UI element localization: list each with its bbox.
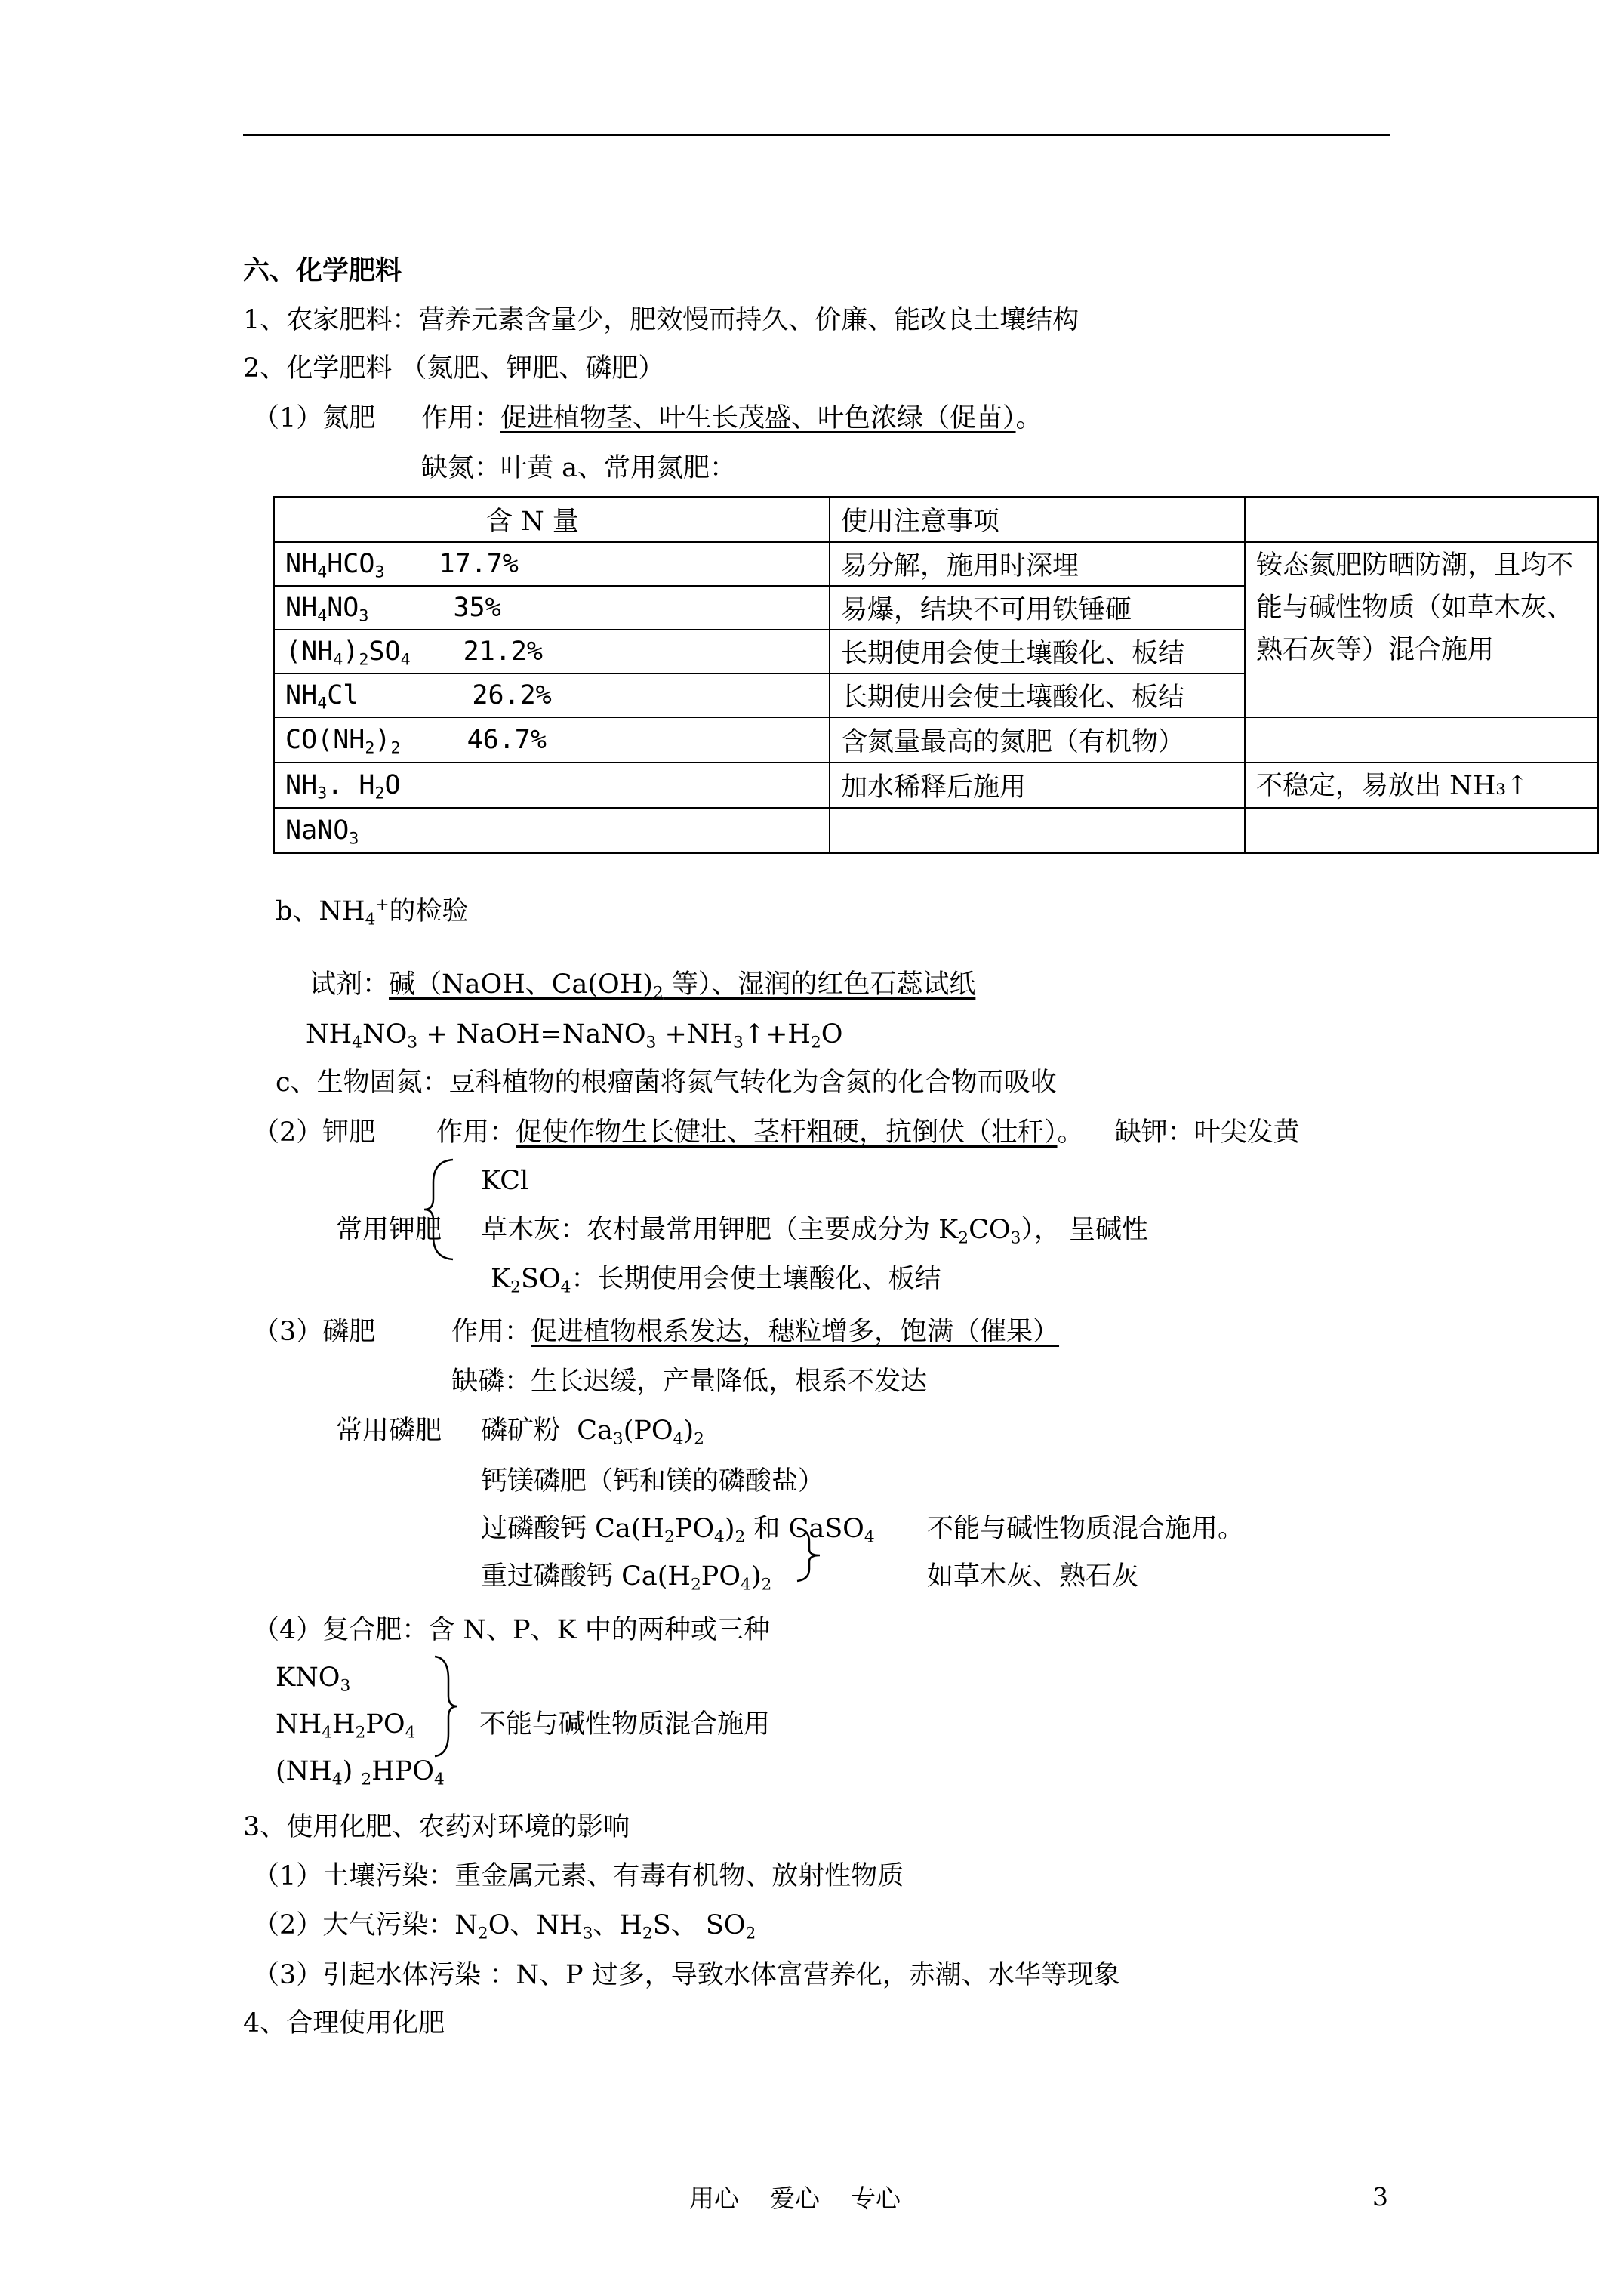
phosphorus-item-superphosphate: 过磷酸钙 $Ca(H_2PO_4)_2$ 和 CaSO$_4$ bbox=[481, 1514, 875, 1547]
table-row bbox=[274, 808, 1598, 853]
item-1-farm-manure: 1、农家肥料：营养元素含量少，肥效慢而持久、价廉、能改良土壤结构 bbox=[243, 305, 1079, 335]
potassium-item-plant-ash: 草木灰：农村最常用钾肥（主要成分为 $K_2CO_3$）， 呈碱性 bbox=[481, 1215, 1149, 1248]
table-merged-note: 铵态氮肥防晒防潮，且均不能与碱性物质（如草木灰、熟石灰等）混合施用 bbox=[1245, 542, 1598, 717]
table-row bbox=[274, 542, 1598, 586]
potassium-item-kcl: KCl bbox=[481, 1166, 529, 1196]
phosphorus-common-label: 常用磷肥 bbox=[336, 1416, 442, 1446]
phosphorus-item-calcium-magnesium: 钙镁磷肥（钙和镁的磷酸盐） bbox=[481, 1466, 825, 1496]
table-cell-empty bbox=[1245, 808, 1598, 853]
potassium-effect-prefix: 作用： bbox=[436, 1117, 516, 1148]
phosphorus-item-triple-superphosphate: 重过磷酸钙 $Ca(H_2PO_4)_2$ bbox=[481, 1561, 772, 1595]
phosphorus-deficiency: 缺磷：生长迟缓，产量降低，根系不发达 bbox=[451, 1367, 928, 1397]
phosphorus-note-2: 如草木灰、熟石灰 bbox=[927, 1561, 1139, 1592]
potassium-common-label: 常用钾肥 bbox=[336, 1215, 442, 1245]
table-cell-formula: $NH_4HCO_3$ 17.7% bbox=[274, 542, 830, 586]
reagent-prefix: 试剂： bbox=[310, 969, 390, 1000]
phosphorus-label: （3）磷肥 bbox=[253, 1317, 376, 1347]
phosphorus-item-rock-powder: 磷矿粉 $Ca_3(PO_4)_2$ bbox=[481, 1416, 704, 1449]
section-title: 六、化学肥料 bbox=[243, 255, 402, 286]
potassium-label: （2）钾肥 bbox=[253, 1117, 376, 1148]
table-cell-formula: $(NH_4)_2SO_4$ 21.2% bbox=[274, 630, 830, 673]
header-rule bbox=[243, 134, 1390, 136]
compound-brace-icon bbox=[432, 1653, 462, 1759]
table-header-extra bbox=[1245, 497, 1598, 542]
phosphorus-effect-prefix: 作用： bbox=[451, 1317, 531, 1347]
environment-air: （2）大气污染：$N_2O$、$NH_3$、$H_2S$、 $SO_2$ bbox=[253, 1910, 756, 1943]
nitrogen-label: （1）氮肥 bbox=[253, 403, 376, 433]
ammonium-test-title: b、$NH_4^+$的检验 bbox=[276, 895, 469, 929]
phosphorus-effect: 促进植物根系发达，穗粒增多，饱满（催果） bbox=[531, 1317, 1060, 1347]
phosphorus-note-1: 不能与碱性物质混合施用。 bbox=[927, 1514, 1245, 1544]
table-cell-formula: NaNO$_3$ bbox=[274, 808, 830, 853]
reagent: 碱（NaOH、$Ca(OH)_2$ 等）、湿润的红色石蕊试纸 bbox=[389, 969, 976, 1003]
table-cell-note: 长期使用会使土壤酸化、板结 bbox=[830, 630, 1245, 673]
environment-water: （3）引起水体污染 ：N、P 过多，导致水体富营养化，赤潮、水华等现象 bbox=[253, 1960, 1120, 1990]
table-cell-percent: 17.7% bbox=[439, 549, 519, 579]
page-number: 3 bbox=[1372, 2182, 1388, 2211]
compound-label: （4）复合肥：含 N、P、K 中的两种或三种 bbox=[253, 1615, 770, 1645]
nitrogen-effect-line bbox=[421, 402, 1042, 435]
potassium-effect-suffix: 。 bbox=[1057, 1117, 1084, 1148]
footer-motto-2: 爱心 bbox=[770, 2184, 820, 2213]
table-header-content: 含 N 量 bbox=[274, 497, 830, 542]
rational-use: 4、合理使用化肥 bbox=[243, 2008, 445, 2039]
footer-motto-1: 用心 bbox=[689, 2184, 739, 2213]
table-cell-formula: $NH_3$. $H_2O$ bbox=[274, 763, 830, 808]
biological-nitrogen-fixation: c、生物固氮：豆科植物的根瘤菌将氮气转化为含氮的化合物而吸收 bbox=[276, 1068, 1057, 1098]
table-cell-percent: 26.2% bbox=[472, 680, 552, 710]
compound-item-nh4-2hpo4: $(NH_4)$ $_2HPO_4$ bbox=[276, 1756, 445, 1789]
table-cell-note: 长期使用会使土壤酸化、板结 bbox=[830, 673, 1245, 717]
item-2-chemical-fertilizer: 2、化学肥料 （氮肥、钾肥、磷肥） bbox=[243, 353, 665, 384]
environment-soil: （1）土壤污染：重金属元素、有毒有机物、放射性物质 bbox=[253, 1861, 904, 1891]
nitrogen-effect-suffix: 。 bbox=[1015, 403, 1042, 433]
environment-title: 3、使用化肥、农药对环境的影响 bbox=[243, 1812, 630, 1842]
nitrogen-deficiency: 缺氮：叶黄 a、常用氮肥： bbox=[421, 453, 736, 483]
potassium-item-k2so4: $K_2SO_4$：长期使用会使土壤酸化、板结 bbox=[491, 1264, 941, 1297]
phosphorus-effect-line bbox=[451, 1315, 1059, 1348]
table-row bbox=[274, 717, 1598, 763]
table-cell-note bbox=[830, 808, 1245, 853]
nitrogen-fertilizer-table bbox=[273, 496, 1599, 854]
nitrogen-effect-prefix: 作用： bbox=[421, 403, 501, 433]
table-cell-note: 易分解，施用时深埋 bbox=[830, 542, 1245, 586]
table-cell-percent: 46.7% bbox=[467, 725, 547, 755]
table-cell-note: 加水稀释后施用 bbox=[830, 763, 1245, 808]
table-row bbox=[274, 763, 1598, 808]
table-cell-percent: 35% bbox=[453, 593, 501, 623]
reagent-line bbox=[310, 968, 975, 1001]
phosphorus-brace-icon bbox=[794, 1525, 824, 1584]
table-cell-percent: 21.2% bbox=[463, 636, 543, 667]
compound-item-nh4h2po4: $NH_4H_2PO_4$ bbox=[276, 1709, 416, 1743]
ammonium-equation: $NH_4NO_3$ + NaOH=NaNO$_3$ $+NH_3↑+H_2O$ bbox=[306, 1019, 843, 1052]
footer-motto-3: 专心 bbox=[851, 2184, 901, 2213]
table-header-notes: 使用注意事项 bbox=[830, 497, 1245, 542]
table-cell-formula: $CO(NH_2)_2$ 46.7% bbox=[274, 717, 830, 763]
table-cell-note: 易爆，结块不可用铁锤砸 bbox=[830, 586, 1245, 630]
nitrogen-effect: 促进植物茎、叶生长茂盛、叶色浓绿（促苗） bbox=[500, 403, 1016, 433]
table-cell-nh3-note: 不稳定，易放出 NH₃↑ bbox=[1245, 763, 1598, 808]
compound-item-kno3: $KNO_3$ bbox=[276, 1663, 351, 1696]
potassium-effect: 促使作物生长健壮、茎杆粗硬，抗倒伏（壮秆） bbox=[516, 1117, 1058, 1148]
table-header-row bbox=[274, 497, 1598, 542]
table-cell-note: 含氮量最高的氮肥（有机物） bbox=[830, 717, 1245, 763]
potassium-deficiency: 缺钾：叶尖发黄 bbox=[1114, 1117, 1300, 1148]
table-cell-formula: $NH_4NO_3$ 35% bbox=[274, 586, 830, 630]
potassium-effect-line bbox=[436, 1116, 1300, 1149]
compound-note: 不能与碱性物质混合施用 bbox=[479, 1709, 771, 1740]
table-cell-empty bbox=[1245, 717, 1598, 763]
potassium-brace-icon bbox=[420, 1157, 457, 1262]
table-cell-formula: $NH_4Cl$ 26.2% bbox=[274, 673, 830, 717]
